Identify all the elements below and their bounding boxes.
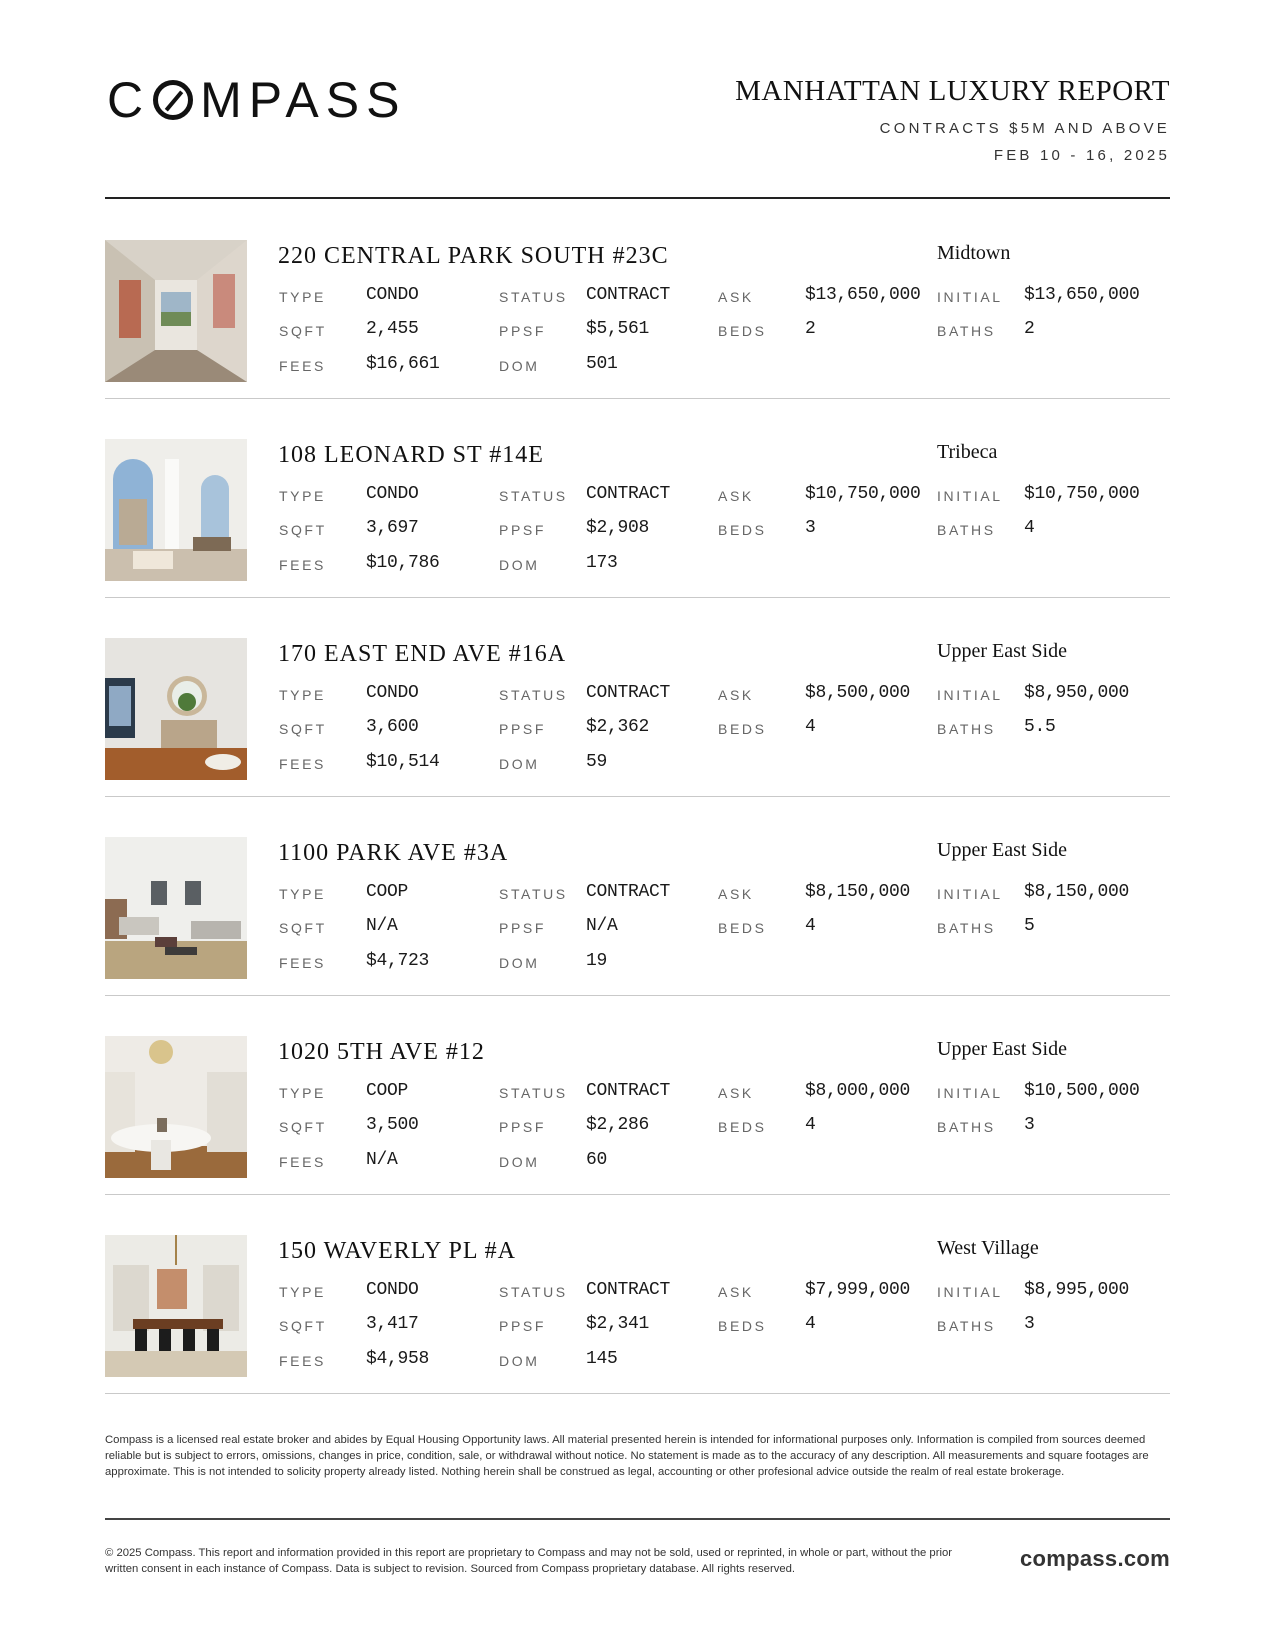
- ppsf-value: $2,362: [586, 717, 650, 737]
- ask-value: $8,000,000: [805, 1081, 911, 1101]
- compass-logo: C MPASS: [107, 72, 407, 128]
- initial-label: INITIAL: [937, 1085, 1003, 1101]
- ppsf-label: PPSF: [499, 1318, 546, 1334]
- sqft-label: SQFT: [279, 1318, 327, 1334]
- beds-value: 3: [805, 518, 816, 538]
- listing-row: [105, 598, 1170, 797]
- status-label: STATUS: [499, 1284, 568, 1300]
- property-photo: [105, 638, 247, 780]
- baths-value: 2: [1024, 319, 1035, 339]
- listing-address: 220 CENTRAL PARK SOUTH #23C: [278, 243, 669, 269]
- status-value: CONTRACT: [586, 882, 671, 902]
- initial-label: INITIAL: [937, 1284, 1003, 1300]
- footer-divider: [105, 1518, 1170, 1520]
- sqft-label: SQFT: [279, 721, 327, 737]
- dom-value: 145: [586, 1349, 618, 1369]
- property-photo: [105, 439, 247, 581]
- ppsf-label: PPSF: [499, 1119, 546, 1135]
- ppsf-value: N/A: [586, 916, 618, 936]
- sqft-label: SQFT: [279, 323, 327, 339]
- fees-label: FEES: [279, 557, 326, 573]
- baths-value: 5.5: [1024, 717, 1056, 737]
- status-label: STATUS: [499, 488, 568, 504]
- report-subtitle: CONTRACTS $5M AND ABOVE: [879, 120, 1170, 137]
- type-value: CONDO: [366, 683, 419, 703]
- report-header: [735, 74, 1170, 165]
- fees-label: FEES: [279, 358, 326, 374]
- ask-value: $8,150,000: [805, 882, 911, 902]
- disclaimer-text: Compass is a licensed real estate broker and abides by Equal Housing Opportunity laws. All material presented herein is intended for informational purposes only. Information is compiled from sources deemed reliable but is subject to errors, omissions, changes in price, condition, sale, or withdrawal without notice. No statement is made as to the accuracy of any description. All measurements and square footages are approximate. This is not intended to solicity property already listed. Nothing herein shall be construed as legal, accounting or other profesional advice outside the realm of real estate brokerage.: [105, 1434, 1149, 1478]
- listing-neighborhood: Upper East Side: [937, 839, 1067, 861]
- ask-value: $7,999,000: [805, 1280, 911, 1300]
- dom-value: 173: [586, 553, 618, 573]
- beds-label: BEDS: [718, 721, 767, 737]
- baths-label: BATHS: [937, 920, 996, 936]
- ask-label: ASK: [718, 289, 754, 305]
- dom-label: DOM: [499, 1353, 540, 1369]
- beds-label: BEDS: [718, 1318, 767, 1334]
- listing-row: [105, 797, 1170, 996]
- status-value: CONTRACT: [586, 683, 671, 703]
- baths-label: BATHS: [937, 1119, 996, 1135]
- compass-needle-icon: [153, 80, 193, 120]
- initial-value: $10,500,000: [1024, 1081, 1140, 1101]
- beds-label: BEDS: [718, 522, 767, 538]
- listing-address: 150 WAVERLY PL #A: [278, 1238, 516, 1264]
- initial-value: $8,950,000: [1024, 683, 1130, 703]
- listing-neighborhood: Upper East Side: [937, 1038, 1067, 1060]
- ask-label: ASK: [718, 1085, 754, 1101]
- baths-label: BATHS: [937, 323, 996, 339]
- dom-value: 59: [586, 752, 608, 772]
- ppsf-value: $5,561: [586, 319, 650, 339]
- ppsf-label: PPSF: [499, 323, 546, 339]
- sqft-value: 3,697: [366, 518, 419, 538]
- type-label: TYPE: [279, 687, 326, 703]
- report-title: MANHATTAN LUXURY REPORT: [735, 75, 1170, 107]
- ppsf-label: PPSF: [499, 522, 546, 538]
- type-label: TYPE: [279, 886, 326, 902]
- sqft-label: SQFT: [279, 522, 327, 538]
- listing-neighborhood: West Village: [937, 1237, 1039, 1259]
- ask-label: ASK: [718, 886, 754, 902]
- sqft-value: 3,500: [366, 1115, 419, 1135]
- ppsf-value: $2,286: [586, 1115, 650, 1135]
- status-label: STATUS: [499, 1085, 568, 1101]
- listing-address: 1100 PARK AVE #3A: [278, 840, 509, 866]
- initial-label: INITIAL: [937, 687, 1003, 703]
- fees-value: $10,786: [366, 553, 440, 573]
- fees-value: $4,723: [366, 951, 430, 971]
- listing-neighborhood: Upper East Side: [937, 640, 1067, 662]
- sqft-value: 3,600: [366, 717, 419, 737]
- property-photo: [105, 1235, 247, 1377]
- listing-neighborhood: Midtown: [937, 242, 1011, 264]
- ask-value: $10,750,000: [805, 484, 921, 504]
- fees-value: $16,661: [366, 354, 440, 374]
- baths-value: 3: [1024, 1314, 1035, 1334]
- initial-label: INITIAL: [937, 488, 1003, 504]
- beds-value: 4: [805, 1115, 816, 1135]
- baths-label: BATHS: [937, 721, 996, 737]
- status-value: CONTRACT: [586, 285, 671, 305]
- type-value: CONDO: [366, 1280, 419, 1300]
- ppsf-value: $2,341: [586, 1314, 650, 1334]
- beds-label: BEDS: [718, 1119, 767, 1135]
- listing-address: 170 EAST END AVE #16A: [278, 641, 567, 667]
- dom-value: 501: [586, 354, 618, 374]
- beds-value: 2: [805, 319, 816, 339]
- website-link[interactable]: compass.com: [1019, 1546, 1170, 1571]
- initial-value: $8,995,000: [1024, 1280, 1130, 1300]
- type-value: COOP: [366, 882, 409, 902]
- sqft-value: N/A: [366, 916, 398, 936]
- sqft-value: 3,417: [366, 1314, 419, 1334]
- fees-label: FEES: [279, 955, 326, 971]
- type-value: CONDO: [366, 484, 419, 504]
- initial-value: $10,750,000: [1024, 484, 1140, 504]
- fees-value: N/A: [366, 1150, 398, 1170]
- type-value: COOP: [366, 1081, 409, 1101]
- report-date-range: FEB 10 - 16, 2025: [993, 147, 1170, 164]
- ask-label: ASK: [718, 1284, 754, 1300]
- fees-value: $10,514: [366, 752, 440, 772]
- sqft-label: SQFT: [279, 1119, 327, 1135]
- beds-label: BEDS: [718, 323, 767, 339]
- status-label: STATUS: [499, 886, 568, 902]
- dom-value: 60: [586, 1150, 608, 1170]
- ask-value: $8,500,000: [805, 683, 911, 703]
- listing-row: [105, 200, 1170, 399]
- property-photo: [105, 1036, 247, 1178]
- baths-value: 4: [1024, 518, 1035, 538]
- fees-label: FEES: [279, 1154, 326, 1170]
- ask-label: ASK: [718, 488, 754, 504]
- status-value: CONTRACT: [586, 484, 671, 504]
- ask-label: ASK: [718, 687, 754, 703]
- listing-address: 1020 5TH AVE #12: [278, 1039, 485, 1065]
- type-label: TYPE: [279, 488, 326, 504]
- beds-value: 4: [805, 916, 816, 936]
- listing-row: [105, 399, 1170, 598]
- listing-divider: [105, 1393, 1170, 1394]
- listing-neighborhood: Tribeca: [937, 441, 998, 463]
- type-label: TYPE: [279, 1085, 326, 1101]
- ppsf-label: PPSF: [499, 721, 546, 737]
- beds-label: BEDS: [718, 920, 767, 936]
- header-divider: [105, 197, 1170, 199]
- dom-value: 19: [586, 951, 608, 971]
- ppsf-label: PPSF: [499, 920, 546, 936]
- baths-label: BATHS: [937, 522, 996, 538]
- dom-label: DOM: [499, 955, 540, 971]
- type-value: CONDO: [366, 285, 419, 305]
- baths-value: 5: [1024, 916, 1035, 936]
- baths-label: BATHS: [937, 1318, 996, 1334]
- ppsf-value: $2,908: [586, 518, 650, 538]
- sqft-label: SQFT: [279, 920, 327, 936]
- beds-value: 4: [805, 717, 816, 737]
- copyright-text: © 2025 Compass. This report and information provided in this report are proprietary to Compass and may not be sold, used or reprinted, in whole or part, without the prior written consent in each instance of Compass. Data is subject to revision. Sourced from Compass proprietary database. All rights reserved.: [105, 1547, 953, 1575]
- sqft-value: 2,455: [366, 319, 419, 339]
- beds-value: 4: [805, 1314, 816, 1334]
- listing-row: [105, 1195, 1170, 1394]
- dom-label: DOM: [499, 756, 540, 772]
- ask-value: $13,650,000: [805, 285, 921, 305]
- initial-value: $13,650,000: [1024, 285, 1140, 305]
- property-photo: [105, 837, 247, 979]
- dom-label: DOM: [499, 358, 540, 374]
- dom-label: DOM: [499, 1154, 540, 1170]
- status-label: STATUS: [499, 687, 568, 703]
- initial-value: $8,150,000: [1024, 882, 1130, 902]
- fees-label: FEES: [279, 756, 326, 772]
- fees-label: FEES: [279, 1353, 326, 1369]
- property-photo: [105, 240, 247, 382]
- status-value: CONTRACT: [586, 1280, 671, 1300]
- status-label: STATUS: [499, 289, 568, 305]
- initial-label: INITIAL: [937, 886, 1003, 902]
- type-label: TYPE: [279, 1284, 326, 1300]
- type-label: TYPE: [279, 289, 326, 305]
- initial-label: INITIAL: [937, 289, 1003, 305]
- status-value: CONTRACT: [586, 1081, 671, 1101]
- fees-value: $4,958: [366, 1349, 430, 1369]
- dom-label: DOM: [499, 557, 540, 573]
- baths-value: 3: [1024, 1115, 1035, 1135]
- report-page: [105, 0, 1170, 1650]
- listing-address: 108 LEONARD ST #14E: [278, 442, 544, 468]
- listing-row: [105, 996, 1170, 1195]
